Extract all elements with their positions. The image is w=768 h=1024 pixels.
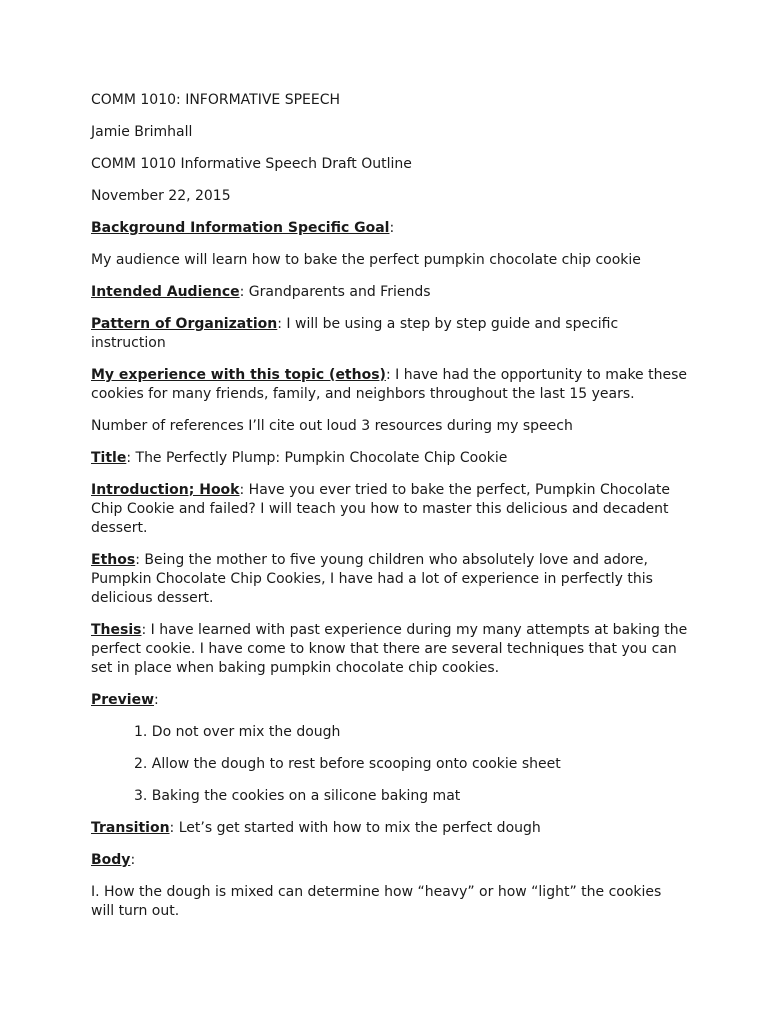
transition-label: Transition bbox=[91, 820, 170, 836]
introduction-label: Introduction; Hook bbox=[91, 482, 240, 498]
body-suffix: : bbox=[130, 852, 136, 868]
body-label: Body bbox=[91, 852, 131, 868]
preview-label: Preview bbox=[91, 692, 155, 708]
thesis-section bbox=[91, 621, 688, 678]
title-label: Title bbox=[91, 450, 127, 466]
title-text: : The Perfectly Plump: Pumpkin Chocolate Chip Cookie bbox=[126, 450, 508, 466]
preview-item: 3. Baking the cookies on a silicone baking mat bbox=[134, 788, 461, 804]
preview-item: 2. Allow the dough to rest before scooping onto cookie sheet bbox=[134, 756, 561, 772]
document-title: COMM 1010 Informative Speech Draft Outline bbox=[91, 156, 412, 172]
references-text: Number of references I’ll cite out loud 3 resources during my speech bbox=[91, 418, 573, 434]
thesis-label: Thesis bbox=[91, 622, 142, 638]
introduction-section bbox=[91, 481, 688, 538]
document-date: November 22, 2015 bbox=[91, 188, 231, 204]
body-heading bbox=[91, 851, 688, 870]
background-goal-label: Background Information Specific Goal bbox=[91, 220, 390, 236]
background-goal-suffix: : bbox=[389, 220, 395, 236]
pattern-label: Pattern of Organization bbox=[91, 316, 278, 332]
pattern-of-organization bbox=[91, 315, 688, 353]
experience-label: My experience with this topic (ethos) bbox=[91, 367, 386, 383]
preview-list bbox=[91, 723, 688, 806]
pattern-text: : I will be using a step by step guide and specific instruction bbox=[91, 316, 619, 351]
experience-text: : I have had the opportunity to make these cookies for many friends, family, and neighbors throughout the last 15 years. bbox=[91, 367, 688, 402]
experience-section bbox=[91, 366, 688, 404]
intended-audience-label: Intended Audience bbox=[91, 284, 240, 300]
preview-suffix: : bbox=[154, 692, 159, 708]
body-point: I. How the dough is mixed can determine how “heavy” or how “light” the cookies will turn out. bbox=[91, 884, 662, 919]
intended-audience bbox=[91, 283, 688, 302]
ethos-label: Ethos bbox=[91, 552, 136, 568]
speech-title bbox=[91, 449, 688, 468]
intended-audience-text: : Grandparents and Friends bbox=[239, 284, 431, 300]
author-name: Jamie Brimhall bbox=[91, 124, 193, 140]
transition-section bbox=[91, 819, 688, 838]
preview-heading bbox=[91, 691, 688, 710]
course-heading: COMM 1010: INFORMATIVE SPEECH bbox=[91, 92, 341, 108]
ethos-text: : Being the mother to five young children who absolutely love and adore, Pumpkin Chocolate Chip Cookies, I have had a lot of experience in perfectly this delicious dessert. bbox=[91, 552, 653, 606]
goal-text: My audience will learn how to bake the perfect pumpkin chocolate chip cookie bbox=[91, 252, 641, 268]
transition-text: : Let’s get started with how to mix the perfect dough bbox=[169, 820, 541, 836]
ethos-section bbox=[91, 551, 688, 608]
introduction-text: : Have you ever tried to bake the perfect, Pumpkin Chocolate Chip Cookie and failed? I will teach you how to master this delicious and decadent dessert. bbox=[91, 482, 671, 536]
thesis-text: : I have learned with past experience during my many attempts at baking the perfect cookie. I have come to know that there are several techniques that you can set in place when baking pumpkin chocolate chip cookies. bbox=[91, 622, 688, 676]
background-goal-heading bbox=[91, 219, 688, 238]
preview-item: 1. Do not over mix the dough bbox=[134, 724, 341, 740]
